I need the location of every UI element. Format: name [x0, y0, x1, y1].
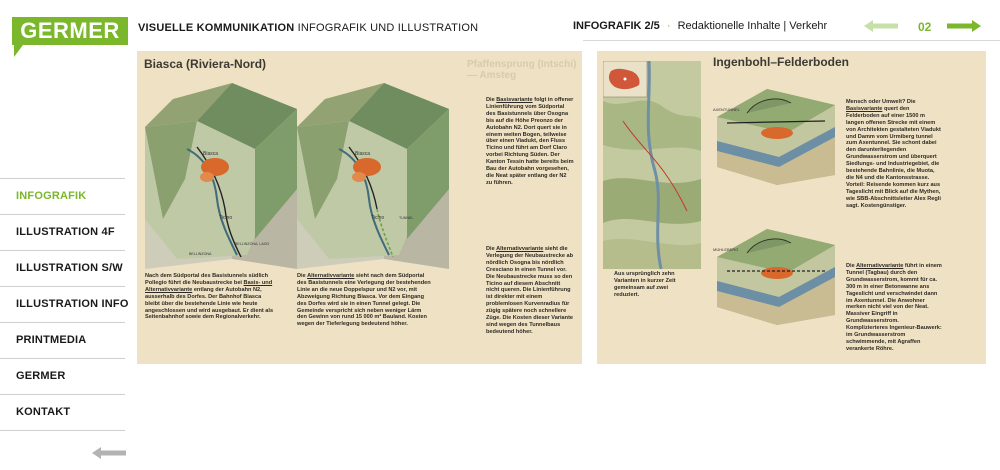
infographic-title: Ingenbohl–Felderboden — [713, 55, 850, 69]
block-diagram-basis — [137, 69, 297, 275]
nav-item-illustration-info[interactable]: ILLUSTRATION INFO — [0, 286, 125, 322]
nav-item-printmedia[interactable]: PRINTMEDIA — [0, 322, 125, 358]
caption-basis-biasca: Nach dem Südportal des Basistunnels südlich Pollegio führt die Neubaustrecke bei Basis- und Alternativvariante entlang der Autobahn N2, ausserhalb des Dorfes. Der Bahnhof Biasca bleibt über die bestehende Linie wie heute angeschlossen und wird ausgebaut. Er dient als Seitenbahnhof sowie dem Regionalverkehr. — [145, 273, 274, 321]
arrow-right-icon — [947, 20, 981, 32]
map-label-a3: BELLINZONA, LAGO — [235, 242, 270, 246]
infographic-title: Biasca (Riviera-Nord) — [144, 57, 267, 71]
page-number: 02 — [918, 20, 932, 34]
map-label-a4: BELLINZONA — [189, 252, 212, 256]
caption-basis-osogna: Die Basisvariante folgt in offener Linienführung vom Südportal des Basistunnels über Osogna bis auf die Höhe Preonzo der Autobahn N2. Dort quert sie in einem weiten Bogen, teilweise über einen Viadukt, den Fluss Ticino und führt am Dorf Claro vorbei Richtung Süden. Der Kanton Tessin hatte bereits beim Bau der Autobahn vorgesehen, die Neat später entlang der N2 zu führen. — [486, 97, 574, 186]
next-page-button[interactable] — [947, 20, 981, 32]
page-label-dot: · — [666, 20, 671, 32]
map-label-b1: Biasca — [355, 151, 371, 157]
block-diagram-alternative — [289, 69, 449, 275]
arrow-left-icon — [864, 20, 898, 32]
nav-item-infografik[interactable]: INFOGRAFIK — [0, 178, 125, 214]
map-label-a1: Biasca — [203, 151, 219, 157]
section-heading-rest: INFOGRAFIK UND ILLUSTRATION — [297, 22, 479, 34]
back-button[interactable] — [92, 446, 126, 458]
block-label-top: AXENTUNNEL — [713, 107, 740, 112]
caption-alternative-osogna: Die Alternativvariante sieht die Verlegung der Neubaustrecke ab nördlich Osogna bis nördlich Cresciano in einen Tunnel vor. Die Neubaustrecke muss so den Ticino auf diesem Abschnitt nicht queren. Die Linienführung ist direkter mit einem problemlosen Kurvenradius für zügig spätere noch schnellere Züge. Die Kosten dieser Variante sind wegen des Tunnelbaus bedeutend höher. — [486, 246, 574, 335]
caption-alternative-biasca: Die Alternativvariante sieht nach dem Südportal des Basistunnels eine Verlegung der bestehenden Linie an die neue Doppelspur und N2 vor, mit Abzweigung Richtung Biasca. Vor dem Eingang des Dorfes wird sie in einen Tunnel gelegt. Die Gemeinde verspricht sich neben weniger Lärm den Gewinn von rund 15 000 m² Bauland. Kosten wegen der Tieferlegung bedeutend höher. — [297, 273, 431, 328]
nav-item-illustration-4f[interactable]: ILLUSTRATION 4F — [0, 214, 125, 250]
nav-item-illustration-sw[interactable]: ILLUSTRATION S/W — [0, 250, 125, 286]
logo-tail — [14, 45, 23, 57]
infographic-biasca[interactable] — [137, 51, 582, 364]
main-navigation — [0, 178, 129, 432]
section-heading — [138, 22, 478, 34]
block-label-bottom: MÜHLEBERG — [713, 247, 739, 252]
caption-basis-felderboden: Mensch oder Umwelt? Die Basisvariante quert den Felderboden auf einer 1500 m langen offenen Strecke mit einem von Architekten gestalteten Viadukt und Damm vom Urmiberg tunnel zum Axentunnel. Sie schont dabei den darunterliegenden Grundwasserstrom und überquert Siedlungs- und Industriegebiet, die bestehende Bahnlinie, die Muota, die N4 und die Kantonsstrasse. Vorteil: Reisende kommen kurz aus Tageslicht mit Blick auf die Mythen, wie SBB-Abschnittsleiter Alex Regli sagt. Kostengünstiger. — [846, 99, 941, 209]
map-label-b3: TUNNEL — [399, 216, 414, 220]
arrow-left-icon — [92, 447, 126, 459]
nav-divider — [0, 430, 125, 432]
page-topic: Redaktionelle Inhalte | Verkehr — [677, 20, 828, 32]
infographic-ingenbohl[interactable] — [597, 51, 986, 364]
germer-logo[interactable]: GERMER — [12, 17, 128, 45]
topographic-map — [603, 61, 701, 269]
block-diagram-felderboden-basis — [707, 71, 837, 187]
block-diagram-felderboden-alternative — [707, 211, 837, 327]
ghost-title: Pfaffensprung (Intschi) — Amsteg — [467, 59, 577, 81]
caption-map-variants: Aus ursprünglich zehn Varianten in kurzer Zeit gemeinsam auf zwei reduziert. — [614, 271, 676, 298]
section-heading-bold: VISUELLE KOMMUNIKATION — [138, 22, 295, 34]
header-divider — [583, 40, 1000, 41]
map-label-b2: Ticino — [371, 215, 385, 221]
page-label: INFOGRAFIK 2/5 — [573, 20, 660, 32]
caption-alternative-felderboden: Die Alternativvariante führt in einem Tunnel (Tagbau) durch den Grundwasserstrom, kommt für ca. 300 m in einer Betonwanne ans Tageslicht und verschwindet dann im Axentunnel. Die Anwohner merken nicht viel von der Neat. Massiver Eingriff in Grundwasserstrom. Komplizierteres Ingenieur-Bauwerk: im Grundwasserstrom schwimmende, mit Agraffen verankerte Röhre. — [846, 263, 942, 352]
prev-page-button[interactable] — [864, 20, 898, 32]
nav-item-kontakt[interactable]: KONTAKT — [0, 394, 125, 430]
nav-item-germer[interactable]: GERMER — [0, 358, 125, 394]
page-info — [573, 20, 827, 32]
map-label-a2: Ticino — [219, 215, 233, 221]
